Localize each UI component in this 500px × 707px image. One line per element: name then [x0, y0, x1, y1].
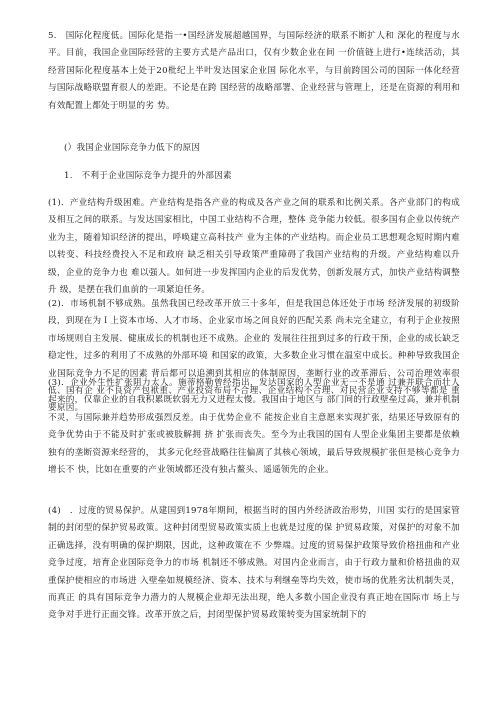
paragraph-external-expansion: (3)．企业外生性扩张阻力太人。施蒂格勒曾经指出，发达国家的人型企业无一不是通 过兼并联合而壮人起来的，仅靠企业的自我积累既软弱无力又进程太慢。我国由于地区与 部门间的行政壁垒过高，兼并机制不灵，与国际兼并趋势形成强烈反差。由于优势企业不 能按企业自主意愿来实现扩张，结果还导致原有的竞争优势由于不能及时扩张或被肢解拥 挤 扩张而丧失。至今为止我国的国有人型企业集团主要都是依赖独有的垄断资源来经营的， 其多元化经营战略往往偏离了其核心领域，最后导致规模扩张但是核心竞争力增长不 快，比如在重要的产业领域都还没有独占鳌头、遥遥领先的企业。: [48, 378, 460, 476]
section-heading-causes: (）我国企业国际竞争力低下的原因: [64, 143, 201, 153]
paragraph-internationalization: 5. 国际化程度低。国际化是指一•国经济发展超越国界，与国际经济的联系不断扩人和 深化的程度与水平。目前，我国企业国际经营的主要方式是产品出口，仅有少数企业在间 一价值链上进行•连续活动，其经营国际化程度基本上处于20枇纪上半叶发达国家企业国 际化水平，与目前跨国公司的国际一体化经营与国际战略联盟育很人的差距。不论是在跨 国经营的战略部署、企业经营与管理上，还是在资源的利用和有效配置上都处于明显的劣 势。: [48, 31, 460, 111]
paragraph-market-mechanism: (2)．市场机制不够成熟。虽然我国已经改革开放三十多年，但是我国总体还处于市场 经济发展的初级阶段，到现在为Ｉ上资本市场、人才市场、企业家市场之间良好的匹配关系 尚未完全建立，有利于企业按照市场规则自主发展、健康成长的机制也还不成熟。企业的 发展往往扭到过多的行政干预，企业的成长缺乏稳定性，过多的利用了不成熟的外部环境 和国家的政策，大多数企业习惯在温室中成长。种种导致我国企业国际竞争力不足的因素 背后都可以追溯到其相应的体制原因，垄断行业的改革滞后、公司治理效率很低、国有企 业不良资产包袱重、产业投资布局不合理、企业结构不合理、对民营企业支持不够等都是 重要原因。: [48, 299, 460, 414]
paragraph-industrial-structure: (1)．产业结构升级困难。产业结构是指各产业的构成及各产业之间的联系和比例关系。各产业部门的构成及相互之间的联系。与发达国家相比，中国工业结构不合理，整体 竞争能力较低。很多国有企业以传统产业为主，随着知识经济的提出，呼唤建立高科技产 业为主体的产业结构。而企业员工思想观念短时期内难以转变、科技经费投入不足和政府 缺乏相关引导政策严重障碍了我国产业结构的升级。产业结构难以升级，企业的竞争力也 难以强人。如何进一步发挥国内企业的后发优势，创新发展方式，加快产业结构调整升 级，是摆在我们血前的一项紧迫任务。: [48, 198, 460, 296]
subsection-heading-external-factors: 1. 不利于企业国际竞争力提升的外部因素: [64, 171, 232, 181]
paragraph-trade-protection: (4) ．过度的贸易保护。从建国到1978年期间，根据当时的国内外经济政治形势，川国 实行的是国家管制的封闭型的保护贸易政策。这种封闭型贸易政策实质上也就是过度的保 护贸易政策，对保护的对象不加正确选择，没有明确的保护期限，因此，这种政策在不 少弊端。过度的贸易保护政策导致价格扭曲和产业竞争过度，培育企业国际竞争力的市场 机制还不够成熟。对国内企业而言，由于行政力量和价格扭曲的双重保护使相应的市场进 入壁垒如规模经济、资本、技术与利继垒等均失效，使市场的优胜劣汰机制失灵，而真正 的具有国际竞争力潜力的人规模企业却无法出现，绝人多数小国企业没有真正地在国际市 场上与竞争对手进行正面交锋。改革开放之后，封闭型保护贸易政策转变为国家统制下的: [48, 506, 460, 621]
